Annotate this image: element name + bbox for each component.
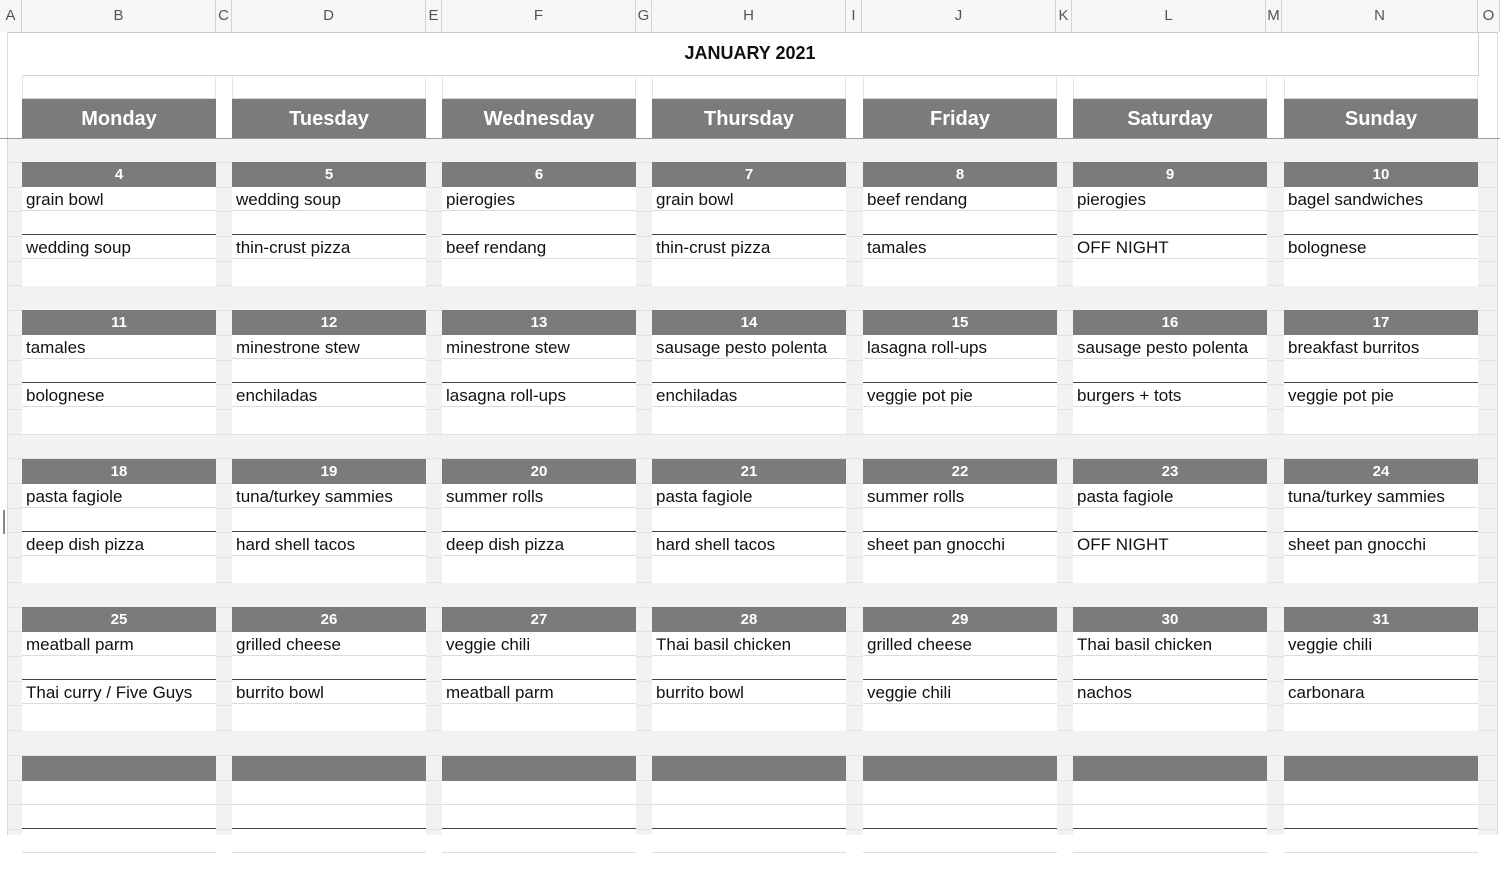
meal-slot-2-notes[interactable] bbox=[442, 556, 636, 580]
day-cell[interactable] bbox=[22, 607, 216, 731]
meal-slot-2-notes[interactable] bbox=[1284, 259, 1478, 283]
meal-slot-2-notes[interactable] bbox=[232, 853, 426, 877]
meal-slot-1[interactable] bbox=[22, 781, 216, 805]
day-cell[interactable] bbox=[22, 310, 216, 434]
day-number[interactable]: 10 bbox=[1284, 162, 1478, 187]
day-number[interactable]: 4 bbox=[22, 162, 216, 187]
day-cell[interactable] bbox=[652, 310, 846, 434]
weekday-header-thursday[interactable]: Thursday bbox=[652, 99, 846, 138]
meal-slot-2-notes[interactable] bbox=[652, 704, 846, 728]
meal-slot-2[interactable]: deep dish pizza bbox=[442, 532, 636, 556]
meal-slot-1[interactable]: veggie chili bbox=[442, 632, 636, 656]
meal-slot-1-notes[interactable] bbox=[863, 359, 1057, 383]
meal-slot-1-notes[interactable] bbox=[22, 359, 216, 383]
meal-slot-2[interactable]: meatball parm bbox=[442, 680, 636, 704]
meal-slot-2[interactable]: hard shell tacos bbox=[232, 532, 426, 556]
meal-slot-1[interactable]: sausage pesto polenta bbox=[1073, 335, 1267, 359]
meal-slot-1[interactable]: meatball parm bbox=[22, 632, 216, 656]
meal-slot-2-notes[interactable] bbox=[1284, 556, 1478, 580]
column-header-d[interactable]: D bbox=[232, 0, 426, 32]
meal-slot-1-notes[interactable] bbox=[22, 656, 216, 680]
meal-slot-2-notes[interactable] bbox=[863, 407, 1057, 431]
meal-slot-1[interactable]: pierogies bbox=[442, 187, 636, 211]
day-number[interactable]: 15 bbox=[863, 310, 1057, 335]
meal-slot-1[interactable]: grain bowl bbox=[652, 187, 846, 211]
day-cell[interactable] bbox=[442, 607, 636, 731]
meal-slot-1[interactable] bbox=[1073, 781, 1267, 805]
meal-slot-1[interactable]: pasta fagiole bbox=[22, 484, 216, 508]
meal-slot-2[interactable]: OFF NIGHT bbox=[1073, 532, 1267, 556]
meal-slot-1[interactable]: wedding soup bbox=[232, 187, 426, 211]
meal-slot-1[interactable]: beef rendang bbox=[863, 187, 1057, 211]
column-header-n[interactable]: N bbox=[1282, 0, 1478, 32]
meal-slot-1[interactable] bbox=[1284, 781, 1478, 805]
day-cell[interactable] bbox=[442, 310, 636, 434]
day-cell[interactable] bbox=[1284, 162, 1478, 286]
column-header-a[interactable]: A bbox=[0, 0, 22, 32]
meal-slot-2[interactable] bbox=[1073, 829, 1267, 853]
meal-slot-2[interactable]: bolognese bbox=[1284, 235, 1478, 259]
meal-slot-1-notes[interactable] bbox=[652, 805, 846, 829]
day-number[interactable] bbox=[863, 756, 1057, 781]
meal-slot-2[interactable]: tamales bbox=[863, 235, 1057, 259]
meal-slot-1[interactable]: breakfast burritos bbox=[1284, 335, 1478, 359]
meal-slot-2[interactable]: enchiladas bbox=[652, 383, 846, 407]
day-cell[interactable] bbox=[232, 607, 426, 731]
day-cell[interactable] bbox=[1073, 607, 1267, 731]
day-cell[interactable] bbox=[652, 459, 846, 583]
meal-slot-2[interactable]: Thai curry / Five Guys bbox=[22, 680, 216, 704]
meal-slot-2-notes[interactable] bbox=[1073, 853, 1267, 877]
meal-slot-1-notes[interactable] bbox=[1284, 805, 1478, 829]
day-cell[interactable] bbox=[863, 756, 1057, 880]
meal-slot-1[interactable]: summer rolls bbox=[863, 484, 1057, 508]
day-number[interactable] bbox=[652, 756, 846, 781]
meal-slot-2-notes[interactable] bbox=[442, 407, 636, 431]
spacer-cell[interactable] bbox=[652, 75, 846, 99]
meal-slot-2-notes[interactable] bbox=[232, 704, 426, 728]
day-cell[interactable] bbox=[863, 607, 1057, 731]
day-cell[interactable] bbox=[22, 756, 216, 880]
meal-slot-2[interactable]: thin-crust pizza bbox=[232, 235, 426, 259]
meal-slot-2[interactable]: sheet pan gnocchi bbox=[863, 532, 1057, 556]
meal-slot-2[interactable]: deep dish pizza bbox=[22, 532, 216, 556]
meal-slot-2[interactable]: veggie chili bbox=[863, 680, 1057, 704]
meal-slot-2-notes[interactable] bbox=[442, 704, 636, 728]
day-cell[interactable] bbox=[232, 162, 426, 286]
meal-slot-2-notes[interactable] bbox=[1073, 556, 1267, 580]
meal-slot-1-notes[interactable] bbox=[442, 211, 636, 235]
day-number[interactable]: 9 bbox=[1073, 162, 1267, 187]
day-cell[interactable] bbox=[863, 162, 1057, 286]
day-number[interactable]: 18 bbox=[22, 459, 216, 484]
meal-slot-1-notes[interactable] bbox=[863, 211, 1057, 235]
day-number[interactable]: 17 bbox=[1284, 310, 1478, 335]
meal-slot-2[interactable] bbox=[232, 829, 426, 853]
meal-slot-2[interactable] bbox=[1284, 829, 1478, 853]
meal-slot-1[interactable]: pasta fagiole bbox=[652, 484, 846, 508]
meal-slot-2[interactable]: OFF NIGHT bbox=[1073, 235, 1267, 259]
day-number[interactable]: 20 bbox=[442, 459, 636, 484]
day-cell[interactable] bbox=[22, 162, 216, 286]
calendar-title[interactable]: JANUARY 2021 bbox=[22, 32, 1479, 76]
meal-slot-1[interactable]: Thai basil chicken bbox=[1073, 632, 1267, 656]
spacer-cell[interactable] bbox=[863, 75, 1057, 99]
meal-slot-2[interactable]: enchiladas bbox=[232, 383, 426, 407]
meal-slot-2[interactable]: nachos bbox=[1073, 680, 1267, 704]
meal-slot-1-notes[interactable] bbox=[1284, 508, 1478, 532]
column-header-bar bbox=[0, 0, 1500, 33]
meal-slot-1-notes[interactable] bbox=[232, 656, 426, 680]
meal-slot-1-notes[interactable] bbox=[232, 805, 426, 829]
meal-slot-1-notes[interactable] bbox=[232, 211, 426, 235]
meal-slot-1[interactable] bbox=[652, 781, 846, 805]
meal-slot-2[interactable]: burgers + tots bbox=[1073, 383, 1267, 407]
meal-slot-1-notes[interactable] bbox=[863, 508, 1057, 532]
meal-slot-1[interactable]: grilled cheese bbox=[232, 632, 426, 656]
meal-slot-1-notes[interactable] bbox=[652, 656, 846, 680]
column-header-e[interactable]: E bbox=[426, 0, 442, 32]
day-number[interactable]: 12 bbox=[232, 310, 426, 335]
meal-slot-1[interactable]: summer rolls bbox=[442, 484, 636, 508]
meal-slot-1-notes[interactable] bbox=[442, 805, 636, 829]
column-header-i[interactable]: I bbox=[846, 0, 862, 32]
meal-slot-2-notes[interactable] bbox=[22, 259, 216, 283]
meal-slot-1-notes[interactable] bbox=[442, 508, 636, 532]
meal-slot-2-notes[interactable] bbox=[442, 853, 636, 877]
day-cell[interactable] bbox=[22, 459, 216, 583]
day-cell[interactable] bbox=[1073, 162, 1267, 286]
day-cell[interactable] bbox=[442, 756, 636, 880]
meal-slot-2-notes[interactable] bbox=[652, 259, 846, 283]
day-number[interactable]: 27 bbox=[442, 607, 636, 632]
meal-slot-1[interactable]: tuna/turkey sammies bbox=[232, 484, 426, 508]
day-number[interactable]: 14 bbox=[652, 310, 846, 335]
meal-slot-1-notes[interactable] bbox=[652, 359, 846, 383]
meal-slot-1-notes[interactable] bbox=[1073, 656, 1267, 680]
meal-slot-2[interactable]: hard shell tacos bbox=[652, 532, 846, 556]
meal-slot-2[interactable] bbox=[22, 829, 216, 853]
meal-slot-2[interactable]: veggie pot pie bbox=[1284, 383, 1478, 407]
day-number[interactable]: 31 bbox=[1284, 607, 1478, 632]
spacer-cell[interactable] bbox=[442, 75, 636, 99]
weekday-header-monday[interactable]: Monday bbox=[22, 99, 216, 138]
meal-slot-1[interactable]: tuna/turkey sammies bbox=[1284, 484, 1478, 508]
day-cell[interactable] bbox=[232, 310, 426, 434]
day-cell[interactable] bbox=[1284, 459, 1478, 583]
day-number[interactable]: 7 bbox=[652, 162, 846, 187]
day-cell[interactable] bbox=[1073, 459, 1267, 583]
meal-slot-1-notes[interactable] bbox=[1073, 359, 1267, 383]
meal-slot-1-notes[interactable] bbox=[1073, 805, 1267, 829]
day-number[interactable]: 24 bbox=[1284, 459, 1478, 484]
meal-slot-1[interactable]: pierogies bbox=[1073, 187, 1267, 211]
day-number[interactable] bbox=[1073, 756, 1267, 781]
meal-slot-2[interactable]: wedding soup bbox=[22, 235, 216, 259]
day-number[interactable]: 6 bbox=[442, 162, 636, 187]
day-number[interactable] bbox=[442, 756, 636, 781]
meal-slot-1[interactable]: minestrone stew bbox=[232, 335, 426, 359]
day-number[interactable]: 23 bbox=[1073, 459, 1267, 484]
meal-slot-1[interactable]: grilled cheese bbox=[863, 632, 1057, 656]
day-number[interactable] bbox=[232, 756, 426, 781]
day-cell[interactable] bbox=[1073, 756, 1267, 880]
meal-slot-2-notes[interactable] bbox=[863, 704, 1057, 728]
meal-slot-2-notes[interactable] bbox=[863, 556, 1057, 580]
day-number[interactable]: 21 bbox=[652, 459, 846, 484]
day-number[interactable]: 8 bbox=[863, 162, 1057, 187]
meal-slot-2-notes[interactable] bbox=[1073, 259, 1267, 283]
meal-slot-2[interactable]: sheet pan gnocchi bbox=[1284, 532, 1478, 556]
column-header-k[interactable]: K bbox=[1056, 0, 1072, 32]
meal-slot-1-notes[interactable] bbox=[652, 508, 846, 532]
day-cell[interactable] bbox=[232, 459, 426, 583]
meal-slot-2-notes[interactable] bbox=[232, 407, 426, 431]
meal-slot-2-notes[interactable] bbox=[22, 556, 216, 580]
day-cell[interactable] bbox=[863, 459, 1057, 583]
meal-slot-2-notes[interactable] bbox=[442, 259, 636, 283]
meal-slot-2-notes[interactable] bbox=[652, 407, 846, 431]
meal-slot-1-notes[interactable] bbox=[232, 359, 426, 383]
day-cell[interactable] bbox=[652, 162, 846, 286]
day-number[interactable]: 11 bbox=[22, 310, 216, 335]
weekday-header-tuesday[interactable]: Tuesday bbox=[232, 99, 426, 138]
row-resize-handle[interactable] bbox=[3, 510, 5, 534]
weekday-header-sunday[interactable]: Sunday bbox=[1284, 99, 1478, 138]
day-cell[interactable] bbox=[863, 310, 1057, 434]
day-cell[interactable] bbox=[1073, 310, 1267, 434]
day-cell[interactable] bbox=[1284, 310, 1478, 434]
meal-slot-2-notes[interactable] bbox=[1284, 407, 1478, 431]
spacer-cell[interactable] bbox=[232, 75, 426, 99]
meal-slot-2[interactable] bbox=[442, 829, 636, 853]
day-cell[interactable] bbox=[232, 756, 426, 880]
meal-slot-2[interactable]: beef rendang bbox=[442, 235, 636, 259]
day-number[interactable]: 13 bbox=[442, 310, 636, 335]
meal-slot-2[interactable]: lasagna roll-ups bbox=[442, 383, 636, 407]
meal-slot-1-notes[interactable] bbox=[652, 211, 846, 235]
meal-slot-1-notes[interactable] bbox=[442, 656, 636, 680]
meal-slot-2-notes[interactable] bbox=[1073, 704, 1267, 728]
meal-slot-1-notes[interactable] bbox=[1073, 508, 1267, 532]
day-cell[interactable] bbox=[442, 162, 636, 286]
meal-slot-2[interactable]: burrito bowl bbox=[652, 680, 846, 704]
column-header-m[interactable]: M bbox=[1266, 0, 1282, 32]
meal-slot-1-notes[interactable] bbox=[22, 211, 216, 235]
column-header-c[interactable]: C bbox=[216, 0, 232, 32]
grid-line bbox=[8, 434, 1497, 435]
day-number[interactable]: 19 bbox=[232, 459, 426, 484]
meal-slot-1[interactable]: sausage pesto polenta bbox=[652, 335, 846, 359]
meal-slot-1-notes[interactable] bbox=[1284, 656, 1478, 680]
meal-slot-1[interactable]: bagel sandwiches bbox=[1284, 187, 1478, 211]
meal-slot-1-notes[interactable] bbox=[22, 508, 216, 532]
day-cell[interactable] bbox=[652, 607, 846, 731]
meal-slot-1[interactable]: Thai basil chicken bbox=[652, 632, 846, 656]
meal-slot-2-notes[interactable] bbox=[652, 556, 846, 580]
meal-slot-1[interactable] bbox=[442, 781, 636, 805]
day-number[interactable]: 28 bbox=[652, 607, 846, 632]
meal-slot-2-notes[interactable] bbox=[652, 853, 846, 877]
meal-slot-1[interactable] bbox=[863, 781, 1057, 805]
meal-slot-2[interactable]: burrito bowl bbox=[232, 680, 426, 704]
day-number[interactable] bbox=[22, 756, 216, 781]
day-number[interactable]: 26 bbox=[232, 607, 426, 632]
weekday-header-wednesday[interactable]: Wednesday bbox=[442, 99, 636, 138]
meal-slot-2-notes[interactable] bbox=[863, 259, 1057, 283]
meal-slot-1-notes[interactable] bbox=[863, 805, 1057, 829]
day-number[interactable]: 25 bbox=[22, 607, 216, 632]
day-number[interactable]: 5 bbox=[232, 162, 426, 187]
meal-slot-2-notes[interactable] bbox=[232, 259, 426, 283]
spacer-cell[interactable] bbox=[22, 75, 216, 99]
meal-slot-1-notes[interactable] bbox=[1073, 211, 1267, 235]
day-number[interactable] bbox=[1284, 756, 1478, 781]
meal-slot-1-notes[interactable] bbox=[232, 508, 426, 532]
meal-slot-2[interactable]: veggie pot pie bbox=[863, 383, 1057, 407]
meal-slot-2[interactable]: bolognese bbox=[22, 383, 216, 407]
column-header-b[interactable]: B bbox=[22, 0, 216, 32]
day-cell[interactable] bbox=[442, 459, 636, 583]
meal-slot-2-notes[interactable] bbox=[232, 556, 426, 580]
meal-slot-2-notes[interactable] bbox=[22, 704, 216, 728]
day-number[interactable]: 30 bbox=[1073, 607, 1267, 632]
meal-slot-1-notes[interactable] bbox=[22, 805, 216, 829]
meal-slot-1-notes[interactable] bbox=[442, 359, 636, 383]
spacer-cell[interactable] bbox=[1284, 75, 1478, 99]
day-number[interactable]: 29 bbox=[863, 607, 1057, 632]
meal-slot-1-notes[interactable] bbox=[863, 656, 1057, 680]
meal-slot-2-notes[interactable] bbox=[863, 853, 1057, 877]
meal-slot-2-notes[interactable] bbox=[1073, 407, 1267, 431]
day-cell[interactable] bbox=[652, 756, 846, 880]
meal-slot-2[interactable] bbox=[863, 829, 1057, 853]
column-header-l[interactable]: L bbox=[1072, 0, 1266, 32]
weekday-header-friday[interactable]: Friday bbox=[863, 99, 1057, 138]
meal-slot-1[interactable]: grain bowl bbox=[22, 187, 216, 211]
meal-slot-1-notes[interactable] bbox=[1284, 359, 1478, 383]
meal-slot-1[interactable] bbox=[232, 781, 426, 805]
meal-slot-1-notes[interactable] bbox=[1284, 211, 1478, 235]
column-header-g[interactable]: G bbox=[636, 0, 652, 32]
column-a-gutter bbox=[0, 32, 8, 835]
meal-slot-2[interactable] bbox=[652, 829, 846, 853]
meal-slot-2-notes[interactable] bbox=[22, 853, 216, 877]
meal-slot-2-notes[interactable] bbox=[22, 407, 216, 431]
day-number[interactable]: 16 bbox=[1073, 310, 1267, 335]
meal-slot-1[interactable]: veggie chili bbox=[1284, 632, 1478, 656]
column-header-f[interactable]: F bbox=[442, 0, 636, 32]
meal-slot-1[interactable]: pasta fagiole bbox=[1073, 484, 1267, 508]
day-number[interactable]: 22 bbox=[863, 459, 1057, 484]
column-header-h[interactable]: H bbox=[652, 0, 846, 32]
meal-slot-1[interactable]: lasagna roll-ups bbox=[863, 335, 1057, 359]
column-header-o[interactable]: O bbox=[1478, 0, 1500, 32]
weekday-header-saturday[interactable]: Saturday bbox=[1073, 99, 1267, 138]
day-cell[interactable] bbox=[1284, 607, 1478, 731]
meal-slot-1[interactable]: minestrone stew bbox=[442, 335, 636, 359]
meal-slot-2[interactable]: thin-crust pizza bbox=[652, 235, 846, 259]
meal-slot-2-notes[interactable] bbox=[1284, 853, 1478, 877]
column-header-j[interactable]: J bbox=[862, 0, 1056, 32]
day-cell[interactable] bbox=[1284, 756, 1478, 880]
spacer-cell[interactable] bbox=[1073, 75, 1267, 99]
meal-slot-2[interactable]: carbonara bbox=[1284, 680, 1478, 704]
meal-slot-1[interactable]: tamales bbox=[22, 335, 216, 359]
meal-slot-2-notes[interactable] bbox=[1284, 704, 1478, 728]
